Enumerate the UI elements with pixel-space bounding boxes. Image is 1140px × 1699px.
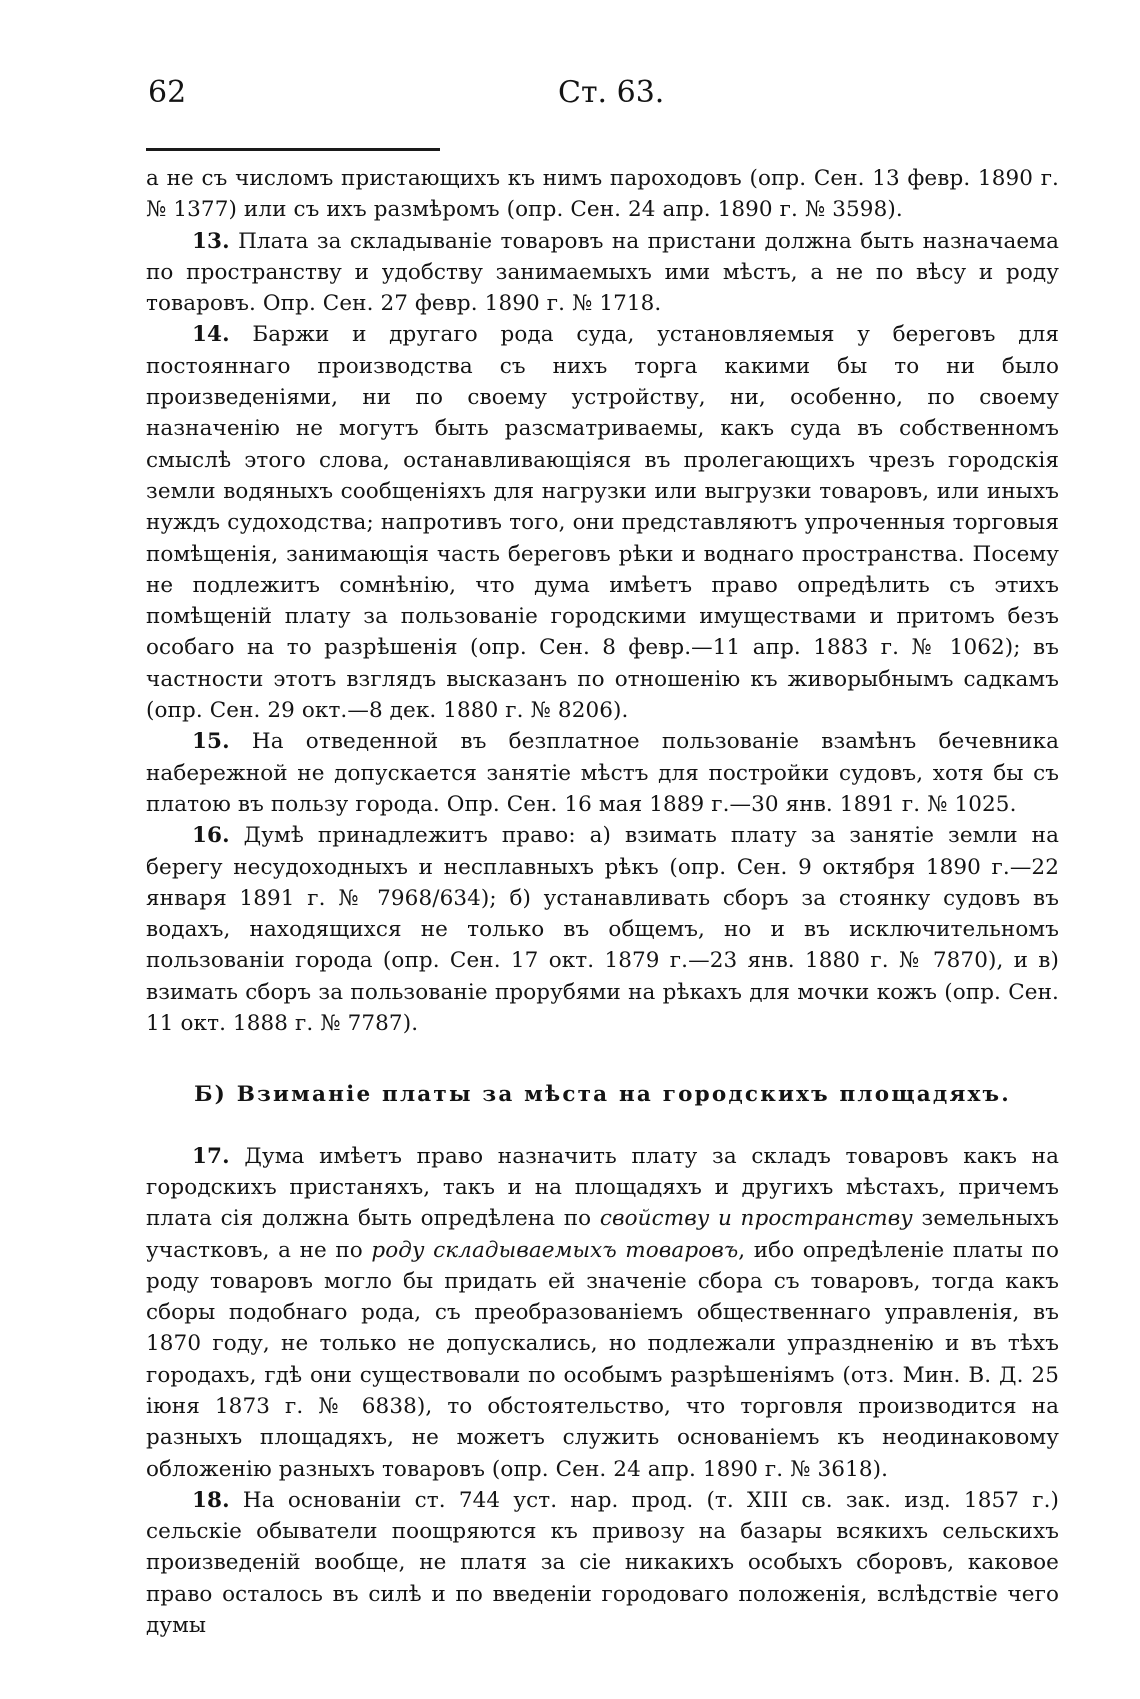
- paragraph-13: [146, 226, 1059, 320]
- paragraph-17: [146, 1141, 1059, 1485]
- paragraph-text: , ибо опредѣленіе платы по роду товаровъ могло бы придать ей значеніе сбора съ товаровъ, тогда какъ сборы подобнаго рода, съ преобразованіемъ общественнаго управленія, въ 1870 году, не только не допускались, но подлежали упраздненію и въ тѣхъ городахъ, гдѣ они существовали по особымъ разрѣшеніямъ (отз. Мин. В. Д. 25 іюня 1873 г. № 6838), то обстоятельство, что торговля производится на разныхъ площадяхъ, не можетъ служить основаніемъ къ неодинаковому обложенію разныхъ товаровъ (опр. Сен. 24 апр. 1890 г. № 3618).: [146, 1237, 1059, 1482]
- paragraph-text: Плата за складываніе товаровъ на пристани должна быть назначаема по пространству и удобству занимаемыхъ ими мѣстъ, а не по вѣсу и роду товаровъ. Опр. Сен. 27 февр. 1890 г. № 1718.: [146, 228, 1059, 317]
- paragraph-text: На основаніи ст. 744 уст. нар. прод. (т. XIII св. зак. изд. 1857 г.) сельскіе обыватели поощряются къ привозу на базары всякихъ сельскихъ произведеній вообще, не платя за сіе никакихъ особыхъ сборовъ, каковое право осталось въ силѣ и по введеніи городоваго положенія, вслѣдствіе чего думы: [146, 1487, 1059, 1639]
- paragraph-text: На отведенной въ безплатное пользованіе взамѣнъ бечевника набережной не допускается занятіе мѣстъ для постройки судовъ, хотя бы съ платою въ пользу города. Опр. Сен. 16 мая 1889 г.—30 янв. 1891 г. № 1025.: [146, 729, 1060, 817]
- running-head: [148, 68, 1022, 118]
- section-heading: Б) Взиманіе платы за мѣста на городскихъ площадяхъ.: [194, 1082, 1011, 1108]
- paragraph-number: 18.: [192, 1487, 230, 1513]
- paragraph-12-continuation: а не съ числомъ пристающихъ къ нимъ пароходовъ (опр. Сен. 13 февр. 1890 г. № 1377) или съ ихъ размѣромъ (опр. Сен. 24 апр. 1890 г. № 3598).: [146, 166, 1059, 223]
- header-rule: [146, 148, 440, 151]
- paragraph-text: Баржи и другаго рода суда, установляемыя у береговъ для постояннаго производства съ нихъ торга какими бы то ни было произведеніями, ни по своему устройству, ни, особенно, по своему назначенію не могутъ быть разсматриваемы, какъ суда въ собственномъ смыслѣ этого слова, останавливающіяся въ пролегающихъ чрезъ городскія земли водяныхъ сообщеніяхъ для нагрузки или выгрузки товаровъ, или иныхъ нуждъ судоходства; напротивъ того, они представляютъ упроченныя торговыя помѣщенія, занимающія часть береговъ рѣки и воднаго пространства. Посему не подлежитъ сомнѣнію, что дума имѣетъ право опредѣлить съ этихъ помѣщеній плату за пользованіе городскими имуществами и притомъ безъ особаго на то разрѣшенія (опр. Сен. 8 февр.—11 апр. 1883 г. № 1062); въ частности этотъ взглядъ высказанъ по отношенію къ живорыбнымъ садкамъ (опр. Сен. 29 окт.—8 дек. 1880 г. № 8206).: [146, 322, 1059, 724]
- paragraph-text: земельныхъ участковъ, а не по: [146, 1206, 1060, 1263]
- body-text: [146, 163, 1059, 1641]
- paragraph-number: 15.: [192, 729, 230, 755]
- page-number: 62: [148, 75, 187, 110]
- paragraph-number: 13.: [192, 228, 230, 254]
- paragraph-text: Думѣ принадлежитъ право: а) взимать плату за занятіе земли на берегу несудоходныхъ и несплавныхъ рѣкъ (опр. Сен. 9 октября 1890 г.—22 января 1891 г. № 7968/634); б) устанавливать сборъ за стоянку судовъ въ водахъ, находящихся не только въ общемъ, но и въ исключительномъ пользованіи города (опр. Сен. 17 окт. 1879 г.—23 янв. 1880 г. № 7870), и в) взимать сборъ за пользованіе прорубями на рѣкахъ для мочки кожъ (опр. Сен. 11 окт. 1888 г. № 7787).: [146, 823, 1059, 1037]
- emphasis-text: роду складываемыхъ товаровъ: [371, 1237, 739, 1263]
- paragraph-14: [146, 319, 1059, 726]
- paragraph-number: 16.: [192, 823, 230, 849]
- paragraph-16: [146, 820, 1059, 1039]
- paragraph-number: 17.: [192, 1143, 230, 1169]
- paragraph-text: Дума имѣетъ право назначить плату за складъ товаровъ какъ на городскихъ пристаняхъ, такъ и на площадяхъ и другихъ мѣстахъ, причемъ плата сія должна быть опредѣлена по: [146, 1143, 1059, 1232]
- column-reference: Ст. 63.: [558, 75, 665, 110]
- paragraph-18: [146, 1485, 1059, 1641]
- paragraph-15: [146, 726, 1059, 820]
- paragraph-number: 14.: [192, 322, 230, 348]
- emphasis-text: свойству и пространству: [599, 1206, 913, 1232]
